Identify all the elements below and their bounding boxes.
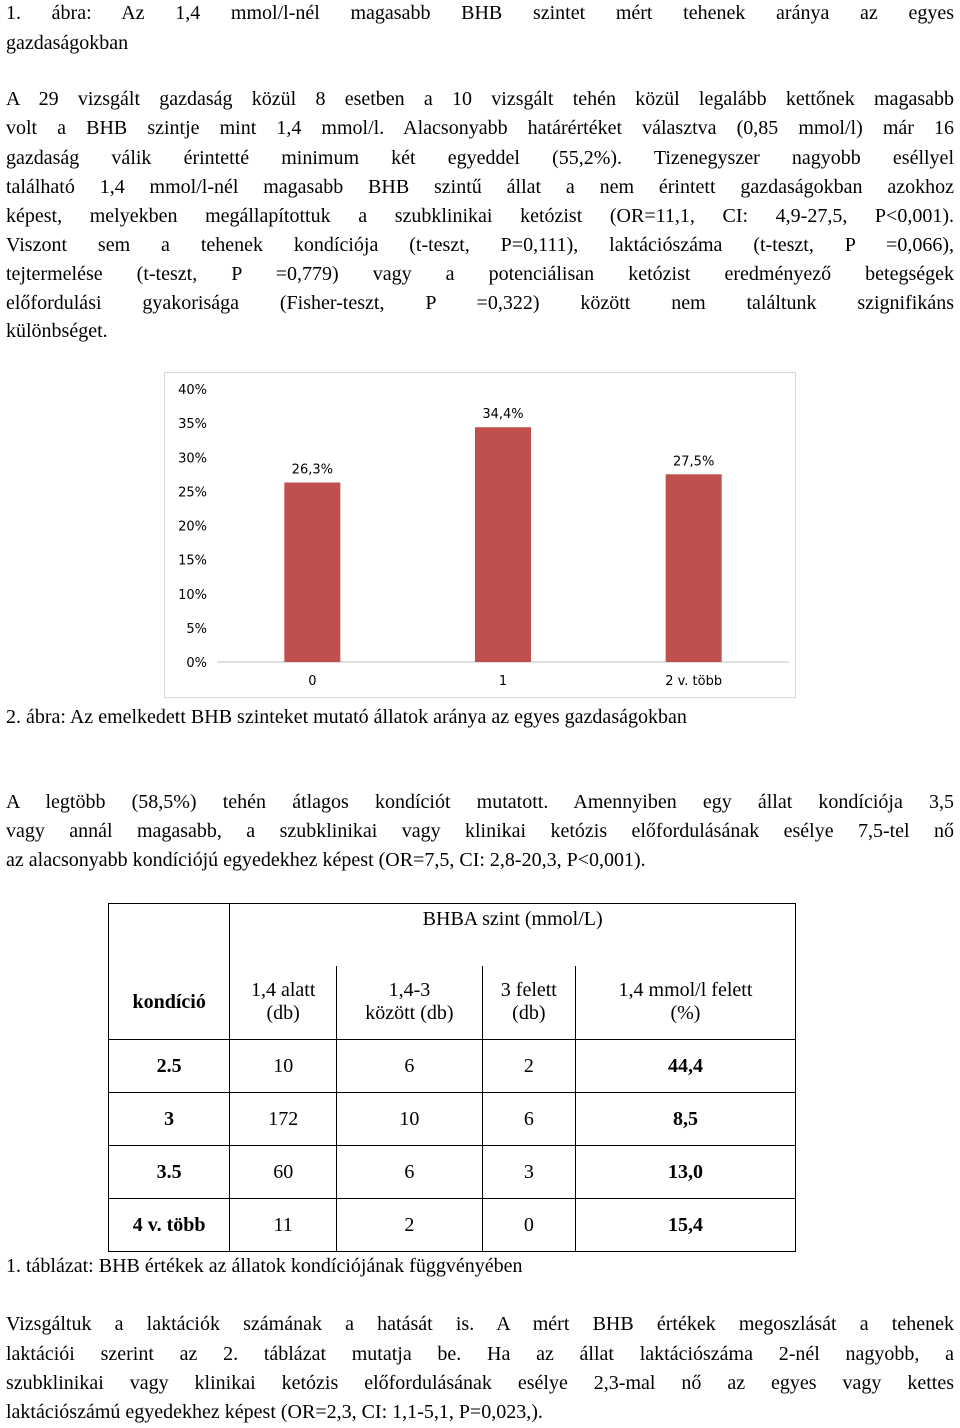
bhb-table [108,903,796,1252]
group-header: BHBA szint (mmol/L) [230,904,796,966]
paragraph-line: laktációszámú egyedekhez képest (OR=2,3, CI: 1,1-5,1, P=0,023,). [6,1401,543,1423]
table-row [109,1093,796,1146]
column-header-line: 1,4 alatt [250,979,316,1002]
table-cell: 13,0 [575,1146,795,1199]
column-header-line: (db) [266,1002,300,1025]
paragraph-line: A 29 vizsgált gazdaság közül 8 esetben a 10 vizsgált tehén közül legalább kettőnek magasabb [6,88,954,110]
table-cell: 3 [482,1146,575,1199]
table-cell: 10 [230,1040,337,1093]
data-label: 26,3% [291,462,333,478]
table-cell: 8,5 [575,1093,795,1146]
data-label: 27,5% [673,454,715,470]
data-label: 34,4% [482,407,524,423]
column-header-line: 1,4 mmol/l felett [618,979,753,1002]
table-cell: 172 [230,1093,337,1146]
column-header-line: között (db) [365,1002,454,1025]
y-tick-label: 25% [178,485,207,501]
row-header: kondíció [109,966,230,1040]
table-cell: 44,4 [575,1040,795,1093]
paragraph-line: laktációi szerint az 2. táblázat mutatja be. Ha az állat laktációszáma 2-nél nagyobb, a [6,1343,954,1365]
paragraph-line: gazdaság válik érintetté minimum két egyeddel (55,2%). Tizenegyszer nagyobb eséllyel [6,147,954,169]
table-cell: 4 v. több [109,1199,230,1252]
y-tick-label: 20% [178,519,207,535]
y-tick-label: 30% [178,451,207,467]
table-cell: 6 [482,1093,575,1146]
column-header [482,966,575,1040]
column-header-line: (%) [670,1002,701,1025]
y-tick-label: 0% [186,656,207,671]
fig2-caption: 2. ábra: Az emelkedett BHB szinteket mutató állatok aránya az egyes gazdaságokban [6,706,687,728]
paragraph-line: Viszont sem a tehenek kondíciója (t-teszt, P=0,111), laktációszáma (t-teszt, P =0,066), [6,234,954,256]
paragraph-line: tejtermelése (t-teszt, P =0,779) vagy a potenciálisan ketózist eredményező betegségek [6,263,954,285]
paragraph-line: különbséget. [6,320,108,342]
paragraph-line: szubklinikai vagy klinikai ketózis előfordulásának esélye 2,3-mal nő az egyes vagy kettes [6,1372,954,1394]
table-cell: 2.5 [109,1040,230,1093]
table-cell: 0 [482,1199,575,1252]
table-cell: 3 [109,1093,230,1146]
paragraph-line: Vizsgáltuk a laktációk számának a hatását is. A mért BHB értékek megoszlását a tehenek [6,1313,954,1335]
paragraph-line: A legtöbb (58,5%) tehén átlagos kondíciót mutatott. Amennyiben egy állat kondíciója 3,5 [6,791,954,813]
paragraph-line: található 1,4 mmol/l-nél magasabb BHB szintű állat a nem érintett gazdaságokban azokhoz [6,176,954,198]
table-cell: 2 [482,1040,575,1093]
table-corner-cell [109,904,230,966]
fig1-caption-line: gazdaságokban [6,32,129,54]
table-cell: 60 [230,1146,337,1199]
table-caption: 1. táblázat: BHB értékek az állatok kondíciójának függvényében [6,1255,523,1277]
bar [666,474,722,662]
paragraph-line: előfordulási gyakorisága (Fisher-teszt, P =0,322) között nem találtunk szignifikáns [6,292,954,314]
table-row [109,1040,796,1093]
x-tick-label: 1 [498,674,508,689]
y-tick-label: 40% [178,383,207,398]
table-row [109,1199,796,1252]
paragraph-line: képest, melyekben megállapítottuk a szubklinikai ketózist (OR=11,1, CI: 4,9-27,5, P<0,001). [6,205,954,227]
paragraph-line: az alacsonyabb kondíciójú egyedekhez képest (OR=7,5, CI: 2,8-20,3, P<0,001). [6,849,646,871]
table-cell: 15,4 [575,1199,795,1252]
y-tick-label: 5% [186,621,207,637]
column-header-line: 1,4-3 [388,979,431,1002]
column-header [575,966,795,1040]
x-tick-label: 2 v. több [665,674,723,689]
y-tick-label: 15% [178,553,207,569]
column-header [337,966,483,1040]
y-tick-label: 10% [178,587,207,603]
table-cell: 6 [337,1040,483,1093]
y-tick-label: 35% [178,417,207,433]
table-cell: 6 [337,1146,483,1199]
paragraph-line: volt a BHB szintje mint 1,4 mmol/l. Alacsonyabb határértéket választva (0,85 mmol/l) már 16 [6,117,954,139]
fig1-caption-line: 1. ábra: Az 1,4 mmol/l-nél magasabb BHB szintet mért tehenek aránya az egyes [6,2,954,24]
bar-chart [164,372,796,698]
table-cell: 10 [337,1093,483,1146]
bar [475,427,531,662]
bar-chart-svg [165,373,795,697]
table-cell: 3.5 [109,1146,230,1199]
column-header [230,966,337,1040]
table-row [109,1146,796,1199]
x-tick-label: 0 [308,674,317,689]
column-header-line: (db) [512,1002,546,1025]
paragraph-line: vagy annál magasabb, a szubklinikai vagy klinikai ketózis előfordulásának esélye 7,5-tel nő [6,820,954,842]
table-cell: 2 [337,1199,483,1252]
table-cell: 11 [230,1199,337,1252]
column-header-line: 3 felett [500,979,557,1002]
bar [284,483,340,662]
